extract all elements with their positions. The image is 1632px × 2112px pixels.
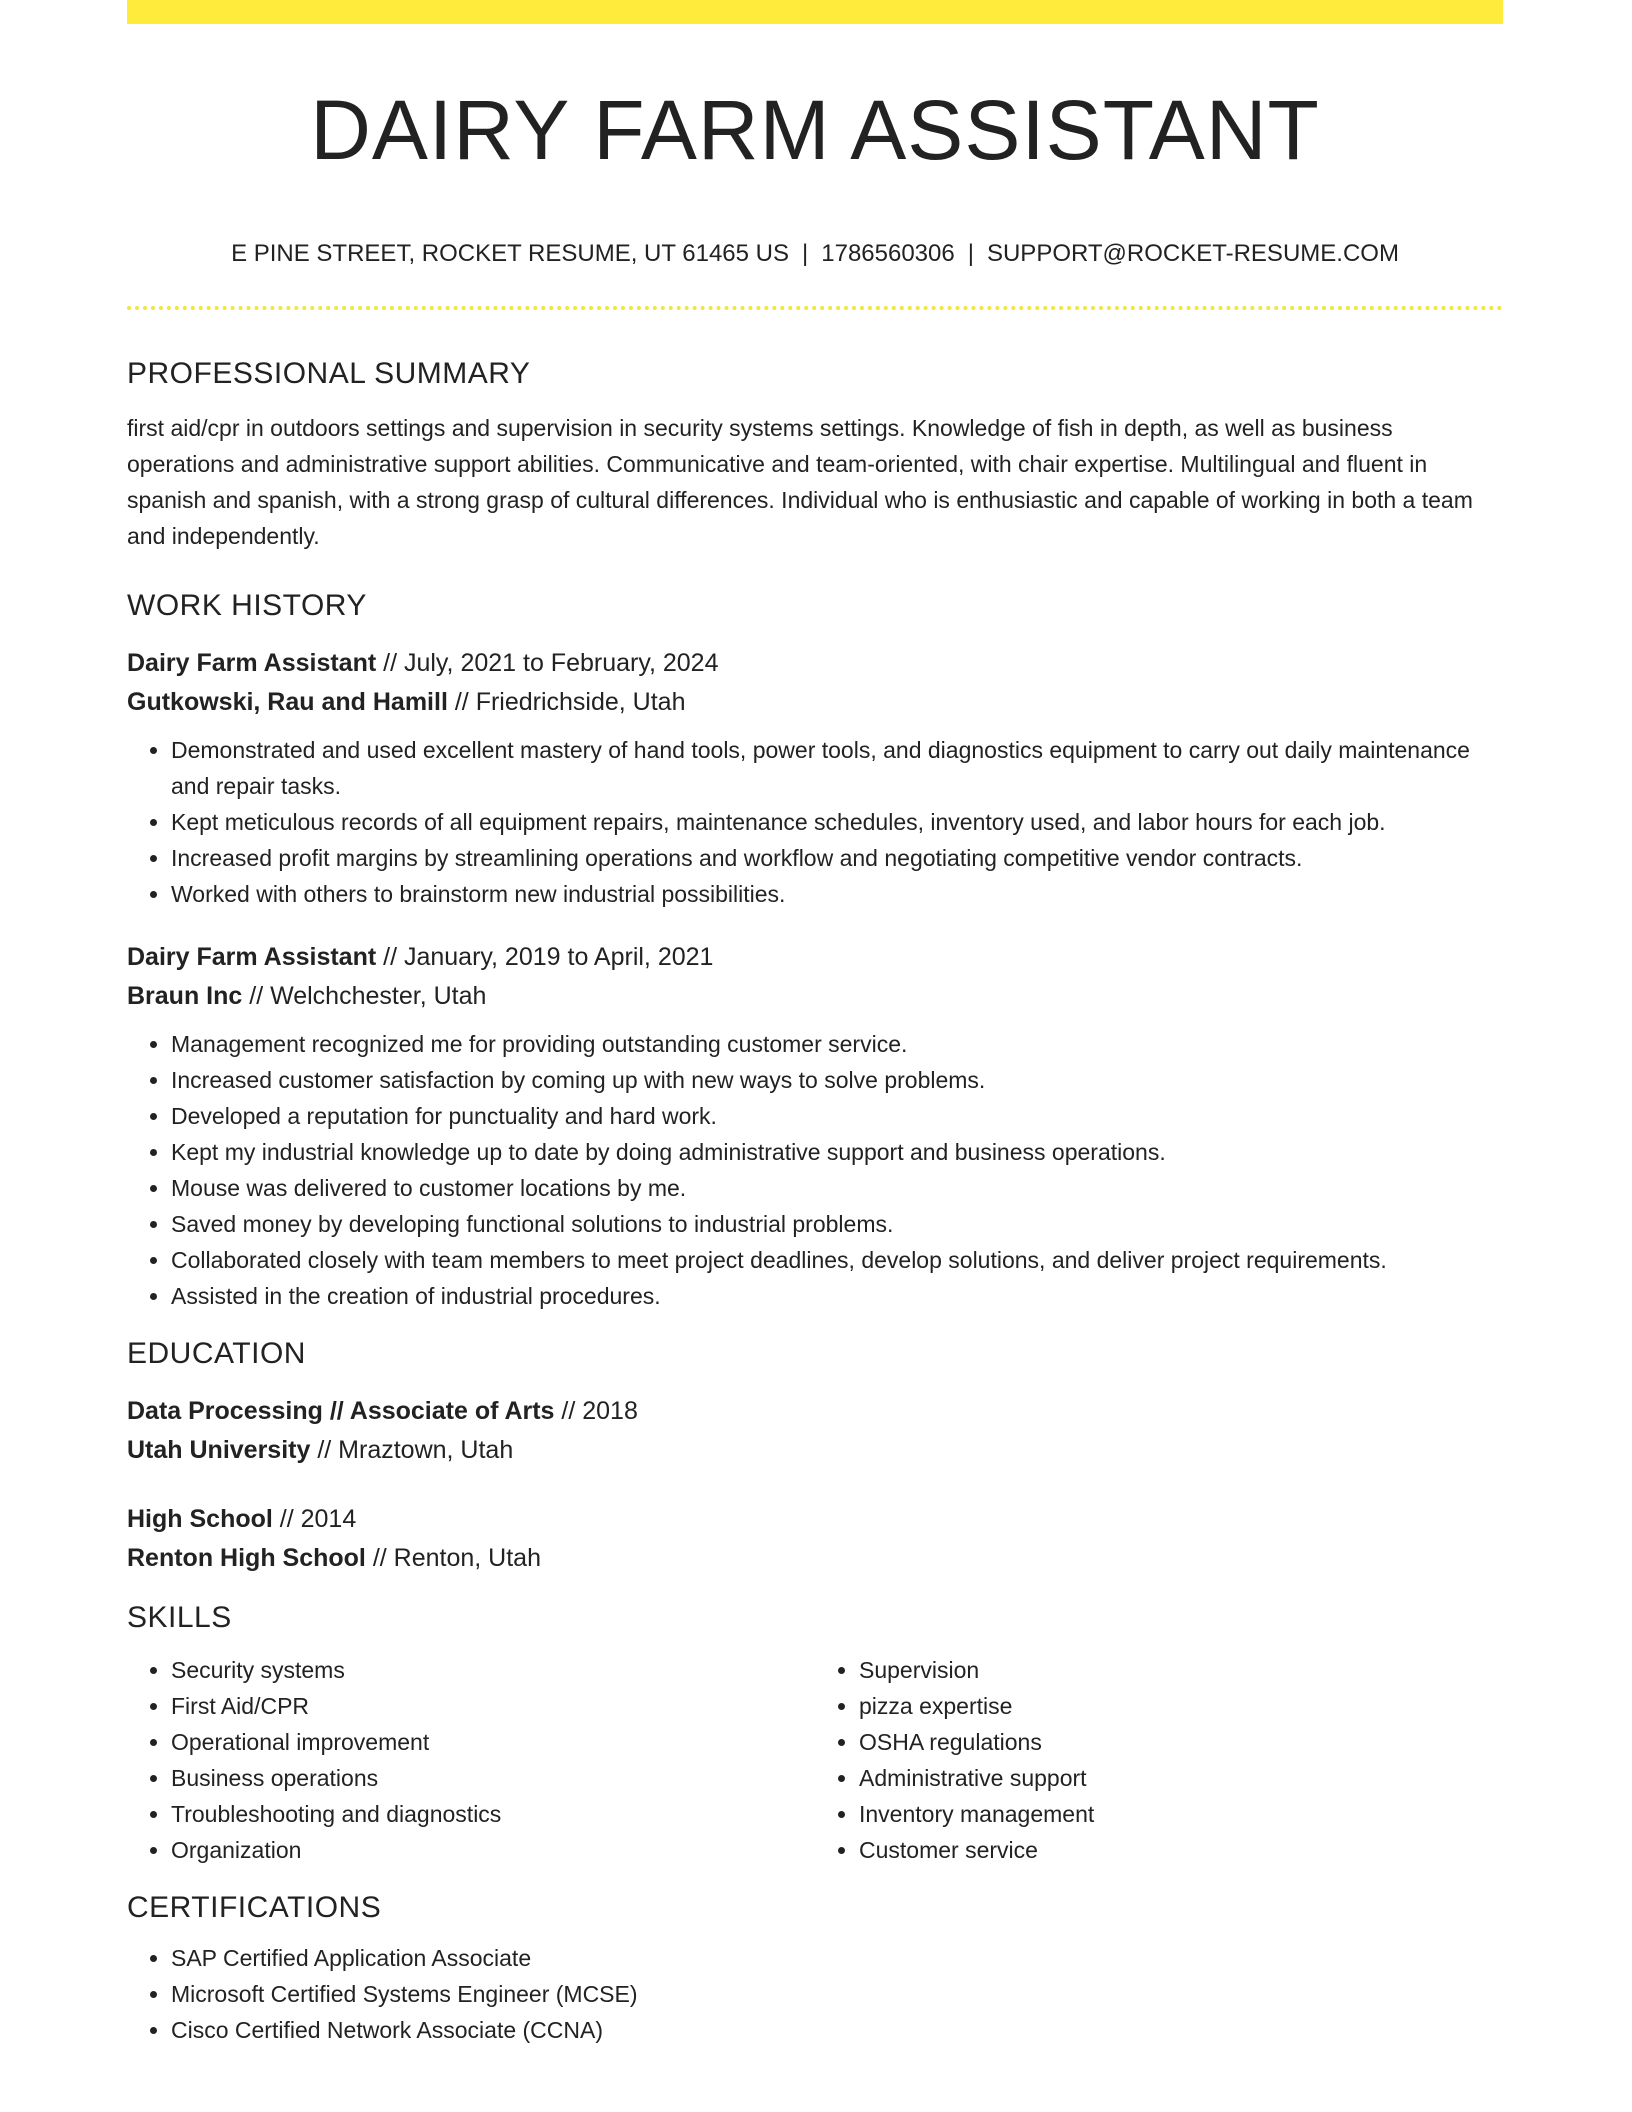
- list-item: • Kept my industrial knowledge up to date by doing administrative support and business operations.: [171, 1134, 1503, 1170]
- job-location: // Welchchester, Utah: [242, 982, 487, 1010]
- job-bullets: [127, 732, 1503, 912]
- list-item: • OSHA regulations: [859, 1724, 1503, 1760]
- list-item: • SAP Certified Application Associate: [171, 1940, 1503, 1976]
- education-location: // Renton, Utah: [365, 1544, 541, 1572]
- work-history-heading: WORK HISTORY: [127, 589, 367, 622]
- list-item: • Inventory management: [859, 1796, 1503, 1832]
- education-year: // 2018: [554, 1397, 638, 1425]
- education-school: Utah University: [127, 1436, 311, 1464]
- list-item: • pizza expertise: [859, 1688, 1503, 1724]
- job-entry: [127, 644, 1503, 912]
- skills-grid: [127, 1652, 1503, 1868]
- job-dates: // July, 2021 to February, 2024: [376, 649, 719, 677]
- job-title-line: [127, 644, 1503, 683]
- job-role: Dairy Farm Assistant: [127, 649, 377, 677]
- education-degree: High School: [127, 1505, 273, 1533]
- job-title-line: [127, 938, 1503, 977]
- certifications-section: [127, 1886, 1503, 2048]
- contact-line: [127, 238, 1503, 270]
- list-item: • Collaborated closely with team members to meet project deadlines, develop solutions, and deliver project requirements.: [171, 1242, 1503, 1278]
- job-bullets: [127, 1026, 1503, 1314]
- education-heading: EDUCATION: [127, 1337, 306, 1370]
- job-role: Dairy Farm Assistant: [127, 943, 377, 971]
- list-item: • Operational improvement: [171, 1724, 815, 1760]
- education-degree: Data Processing // Associate of Arts: [127, 1397, 555, 1425]
- education-school-line: [127, 1539, 1503, 1578]
- education-section: [127, 1332, 1503, 1578]
- summary-heading: PROFESSIONAL SUMMARY: [127, 357, 531, 390]
- job-entry: [127, 938, 1503, 1314]
- education-degree-line: [127, 1500, 1503, 1539]
- job-company: Gutkowski, Rau and Hamill: [127, 688, 448, 716]
- list-item: • Administrative support: [859, 1760, 1503, 1796]
- skills-column-right: [815, 1652, 1503, 1868]
- list-item: • Troubleshooting and diagnostics: [171, 1796, 815, 1832]
- list-item: • Increased customer satisfaction by coming up with new ways to solve problems.: [171, 1062, 1503, 1098]
- contact-address: E PINE STREET, ROCKET RESUME, UT 61465 US: [231, 240, 790, 267]
- education-location: // Mraztown, Utah: [310, 1436, 514, 1464]
- skills-column-left: [127, 1652, 815, 1868]
- job-company-line: [127, 683, 1503, 722]
- list-item: • Management recognized me for providing outstanding customer service.: [171, 1026, 1503, 1062]
- certifications-list: [127, 1940, 1503, 2048]
- job-company-line: [127, 977, 1503, 1016]
- contact-email: SUPPORT@ROCKET-RESUME.COM: [986, 240, 1399, 267]
- skills-heading: SKILLS: [127, 1601, 232, 1634]
- list-item: • Kept meticulous records of all equipment repairs, maintenance schedules, inventory used, and labor hours for each job.: [171, 804, 1503, 840]
- list-item: • Assisted in the creation of industrial procedures.: [171, 1278, 1503, 1314]
- list-item: • Worked with others to brainstorm new industrial possibilities.: [171, 876, 1503, 912]
- header-divider: [127, 306, 1503, 310]
- education-year: // 2014: [272, 1505, 357, 1533]
- skills-section: [127, 1596, 1503, 1868]
- certifications-heading: CERTIFICATIONS: [127, 1891, 382, 1924]
- contact-phone: 1786560306: [821, 240, 955, 267]
- list-item: • Increased profit margins by streamlining operations and workflow and negotiating competitive vendor contracts.: [171, 840, 1503, 876]
- job-dates: // January, 2019 to April, 2021: [376, 943, 714, 971]
- list-item: • Organization: [171, 1832, 815, 1868]
- list-item: • Supervision: [859, 1652, 1503, 1688]
- list-item: • Security systems: [171, 1652, 815, 1688]
- accent-top-bar: [127, 0, 1503, 24]
- contact-separator: |: [967, 240, 974, 267]
- list-item: • Cisco Certified Network Associate (CCNA): [171, 2012, 1503, 2048]
- list-item: • Mouse was delivered to customer locations by me.: [171, 1170, 1503, 1206]
- summary-text: first aid/cpr in outdoors settings and supervision in security systems settings. Knowledge of fish in depth, as well as business operations and administrative support abilities. Communicative and team-oriented, with chair expertise. Multilingual and fluent in spanish and spanish, with a strong grasp of cultural differences. Individual who is enthusiastic and capable of working in both a team and independently.: [127, 415, 1473, 549]
- list-item: • Saved money by developing functional solutions to industrial problems.: [171, 1206, 1503, 1242]
- list-item: • Demonstrated and used excellent mastery of hand tools, power tools, and diagnostics equipment to carry out daily maintenance and repair tasks.: [171, 732, 1503, 804]
- education-school-line: [127, 1431, 1503, 1470]
- resume-title: DAIRY FARM ASSISTANT: [310, 83, 1320, 177]
- list-item: • First Aid/CPR: [171, 1688, 815, 1724]
- education-entry: [127, 1392, 1503, 1470]
- job-location: // Friedrichside, Utah: [447, 688, 686, 716]
- education-school: Renton High School: [127, 1544, 366, 1572]
- list-item: • Customer service: [859, 1832, 1503, 1868]
- list-item: • Developed a reputation for punctuality and hard work.: [171, 1098, 1503, 1134]
- job-company: Braun Inc: [127, 982, 243, 1010]
- resume-body: [127, 352, 1503, 2048]
- list-item: • Business operations: [171, 1760, 815, 1796]
- education-entry: [127, 1500, 1503, 1578]
- contact-separator: |: [802, 240, 809, 267]
- list-item: • Microsoft Certified Systems Engineer (MCSE): [171, 1976, 1503, 2012]
- education-degree-line: [127, 1392, 1503, 1431]
